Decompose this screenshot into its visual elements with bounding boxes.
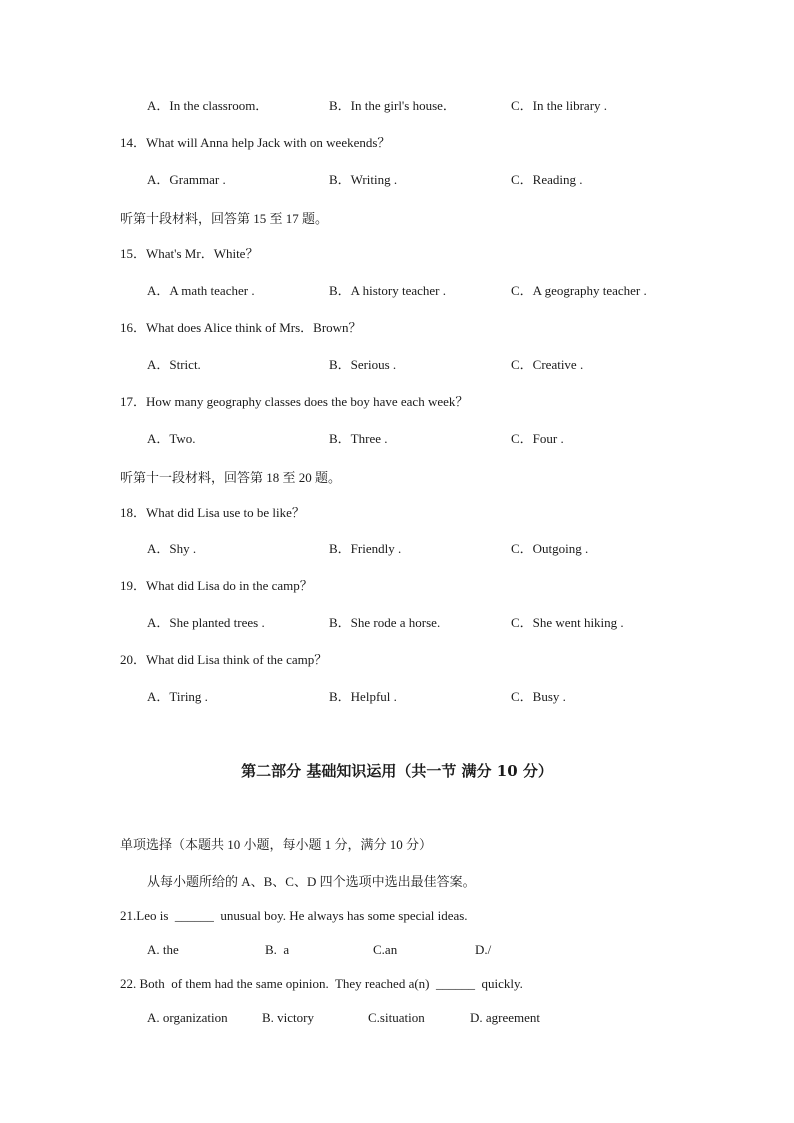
option-q19-b: B．She rode a horse. bbox=[329, 615, 441, 630]
option-q13-a: A．In the classroom． bbox=[147, 98, 269, 113]
question-21: 21.Leo is ______ unusual boy. He always has some special ideas. bbox=[120, 908, 468, 923]
option-q14-a: A．Grammar . bbox=[147, 172, 226, 187]
option-q15-a: A．A math teacher . bbox=[147, 283, 255, 298]
option-q21-a: A. the bbox=[147, 942, 179, 957]
option-q14-c: C．Reading . bbox=[511, 172, 583, 187]
option-q13-b: B．In the girl's house． bbox=[329, 98, 456, 113]
question-17: 17．How many geography classes does the boy have each week？ bbox=[120, 394, 469, 409]
section-11-instruction: 听第十一段材料，回答第 18 至 20 题。 bbox=[120, 470, 342, 485]
section-10-instruction: 听第十段材料，回答第 15 至 17 题。 bbox=[120, 211, 329, 226]
option-q18-c: C．Outgoing . bbox=[511, 541, 589, 556]
option-q22-c: C.situation bbox=[368, 1010, 425, 1025]
option-q20-a: A．Tiring . bbox=[147, 689, 208, 704]
option-q21-d: D./ bbox=[475, 942, 492, 957]
option-q18-b: B．Friendly . bbox=[329, 541, 402, 556]
option-q16-a: A．Strict. bbox=[147, 357, 201, 372]
question-19: 19．What did Lisa do in the camp？ bbox=[120, 578, 313, 593]
option-q17-c: C．Four . bbox=[511, 431, 564, 446]
option-q16-c: C．Creative . bbox=[511, 357, 584, 372]
option-q19-c: C．She went hiking . bbox=[511, 615, 624, 630]
option-q15-b: B．A history teacher . bbox=[329, 283, 446, 298]
option-q14-b: B．Writing . bbox=[329, 172, 398, 187]
option-q20-c: C．Busy . bbox=[511, 689, 566, 704]
option-q16-b: B．Serious . bbox=[329, 357, 397, 372]
question-22: 22. Both of them had the same opinion. They reached a(n) ______ quickly. bbox=[120, 976, 523, 991]
part-2-sub-instruction: 从每小题所给的 A、B、C、D 四个选项中选出最佳答案。 bbox=[147, 874, 476, 889]
question-14: 14．What will Anna help Jack with on weekends？ bbox=[120, 135, 391, 150]
option-q19-a: A．She planted trees . bbox=[147, 615, 265, 630]
part-2-instruction: 单项选择（本题共 10 小题，每小题 1 分，满分 10 分） bbox=[120, 837, 433, 852]
option-q15-c: C．A geography teacher . bbox=[511, 283, 647, 298]
question-15: 15．What's Mr．White？ bbox=[120, 246, 259, 261]
question-20: 20．What did Lisa think of the camp？ bbox=[120, 652, 328, 667]
option-q13-c: C．In the library . bbox=[511, 98, 608, 113]
question-16: 16．What does Alice think of Mrs．Brown？ bbox=[120, 320, 362, 335]
option-q22-d: D. agreement bbox=[470, 1010, 541, 1025]
option-q18-a: A．Shy . bbox=[147, 541, 197, 556]
option-q20-b: B．Helpful . bbox=[329, 689, 397, 704]
question-18: 18．What did Lisa use to be like？ bbox=[120, 505, 305, 520]
part-2-heading: 第二部分 基础知识运用（共一节 满分 10 分） bbox=[241, 762, 553, 780]
option-q17-b: B．Three . bbox=[329, 431, 388, 446]
option-q22-b: B. victory bbox=[262, 1010, 314, 1025]
option-q21-c: C.an bbox=[373, 942, 398, 957]
option-q21-b: B. a bbox=[265, 942, 290, 957]
option-q17-a: A．Two. bbox=[147, 431, 196, 446]
option-q22-a: A. organization bbox=[147, 1010, 228, 1025]
